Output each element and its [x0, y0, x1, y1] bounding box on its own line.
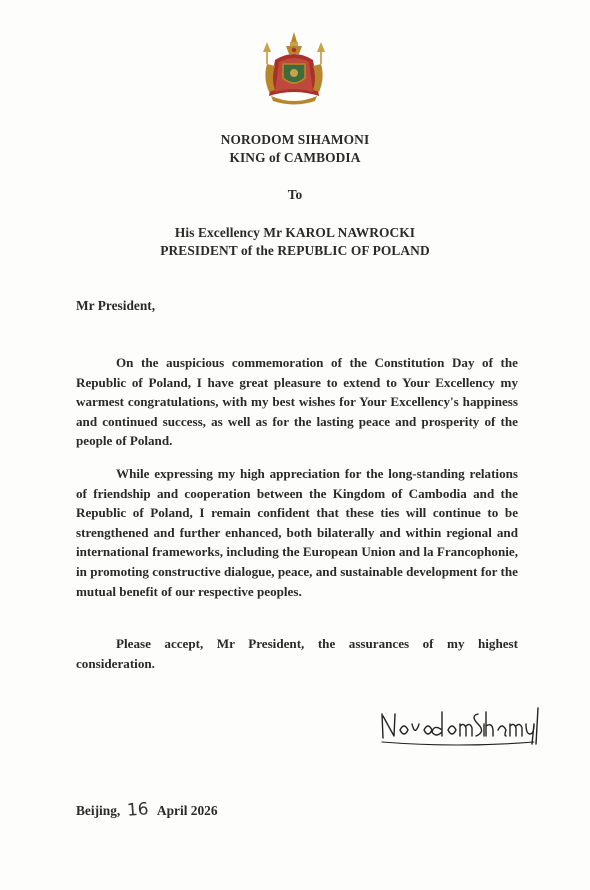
recipient-name: His Excellency Mr KAROL NAWROCKI [174, 225, 416, 240]
recipient-title: PRESIDENT of the REPUBLIC OF POLAND [160, 243, 430, 258]
date-line [76, 800, 218, 820]
date-place: Beijing, [76, 803, 121, 818]
sender-title: KING of CAMBODIA [229, 150, 361, 165]
body-paragraph-3: Please accept, Mr President, the assurances of my highest consideration. [76, 636, 518, 671]
royal-arms-icon [259, 30, 329, 106]
date-day-handwritten: 16 [126, 799, 150, 821]
sender-name: NORODOM SIHAMONI [220, 132, 370, 147]
handwritten-signature [378, 704, 546, 748]
body-paragraph-1: On the auspicious commemoration of the Constitution Day of the Republic of Poland, I have great pleasure to extend to Your Excellency my warmest congratulations, with my best wishes for Your Excellency's happiness and continued success, as well as for the lasting peace and prosperity of the people of Poland. [76, 355, 518, 449]
body-paragraph-2: While expressing my high appreciation for the long-standing relations of friendship and cooperation between the Kingdom of Cambodia and the Republic of Poland, I remain confident that these ties will continue to be strengthened and further enhanced, both bilaterally and within regional and international frameworks, including the European Union and la Francophonie, in promoting constructive dialogue, peace, and sustainable development for the mutual benefit of our respective peoples. [76, 466, 518, 599]
to-label: To [287, 187, 303, 202]
salutation: Mr President, [76, 298, 156, 313]
date-month-year: April 2026 [156, 803, 218, 818]
